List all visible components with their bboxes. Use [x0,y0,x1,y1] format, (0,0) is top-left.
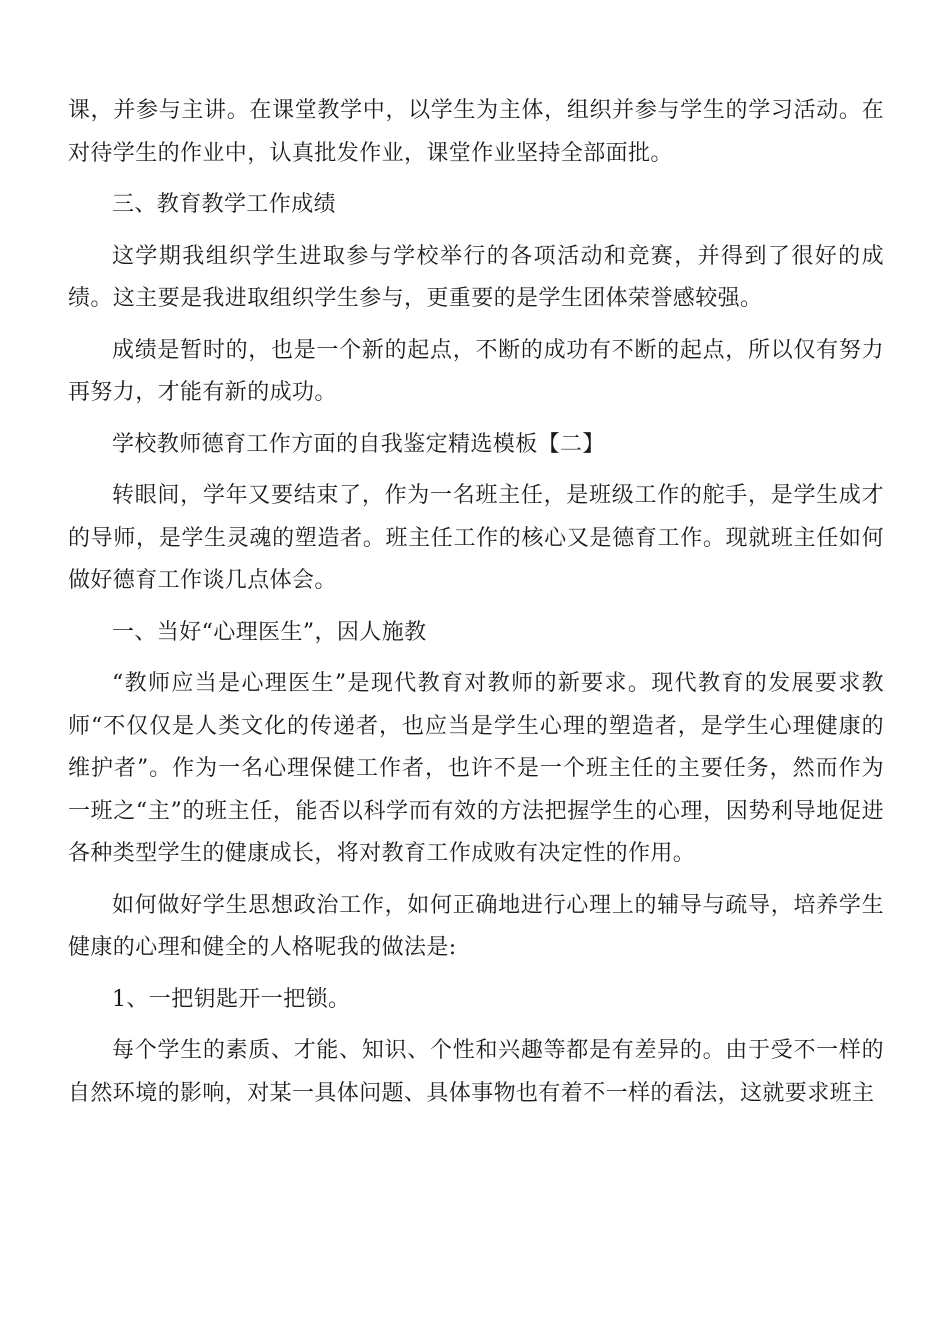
section-heading-achievements: 三、教育教学工作成绩 [112,192,337,217]
paragraph: “教师应当是心理医生”是现代教育对教师的新要求。现代教育的发展要求教师“不仅仅是人类文化的传递者，也应当是学生心理的塑造者，是学生心理健康的维护者”。作为一名心理保健工作者，也许不是一个班主任的主要任务，然而作为一班之“主”的班主任，能否以科学而有效的方法把握学生的心理，因势利导地促进各种类型学生的健康成长，将对教育工作成败有决定性的作用。 [68,671,884,866]
section-title-template-two: 学校教师德育工作方面的自我鉴定精选模板【二】 [112,431,605,457]
paragraph: 如何做好学生思想政治工作，如何正确地进行心理上的辅导与疏导，培养学生健康的心理和健全的人格呢我的做法是: [68,892,884,960]
paragraph: 转眼间，学年又要结束了，作为一名班主任，是班级工作的舵手，是学生成才的导师，是学生灵魂的塑造者。班主任工作的核心又是德育工作。现就班主任如何做好德育工作谈几点体会。 [68,483,884,593]
paragraph: 这学期我组织学生进取参与学校举行的各项活动和竞赛，并得到了很好的成绩。这主要是我进取组织学生参与，更重要的是学生团体荣誉感较强。 [68,243,884,311]
section-heading-psychologist: 一、当好“心理医生”，因人施教 [112,619,427,645]
document-body [68,90,884,1124]
paragraph: 成绩是暂时的，也是一个新的起点，不断的成功有不断的起点，所以仅有努力再努力，才能有新的成功。 [68,337,884,405]
paragraph-continuation: 课，并参与主讲。在课堂教学中，以学生为主体，组织并参与学生的学习活动。在对待学生的作业中，认真批发作业，课堂作业坚持全部面批。 [68,98,884,166]
subheading-key-lock: 1、一把钥匙开一把锁。 [112,986,351,1012]
paragraph: 每个学生的素质、才能、知识、个性和兴趣等都是有差异的。由于受不一样的自然环境的影响，对某一具体问题、具体事物也有着不一样的看法，这就要求班主 [68,1038,884,1106]
